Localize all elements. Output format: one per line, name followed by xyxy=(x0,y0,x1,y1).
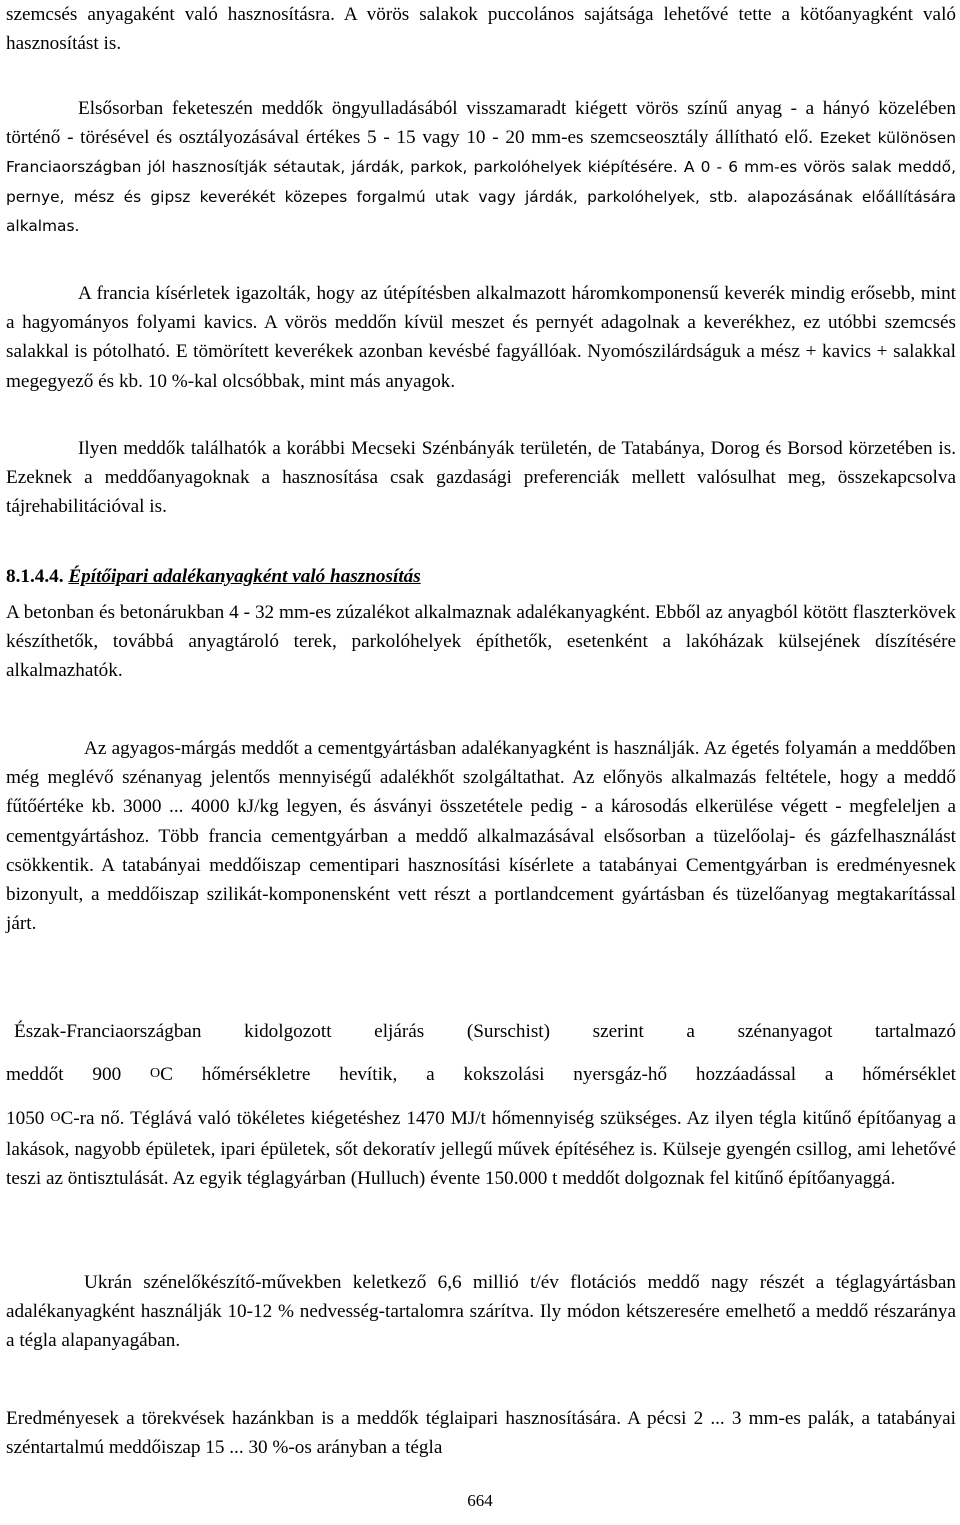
paragraph-9: Eredményesek a törekvések hazánkban is a meddők téglaipari hasznosítására. A pécsi 2 ... 3 mm-es palák, a tatabányai széntartalmú meddőiszap 15 ... 30 %-os arányban a tégla xyxy=(6,1408,956,1459)
paragraph-7-rest-text: C-ra nő. Téglává való tökéletes kiégetéshez 1470 MJ/t hőmennyiség szükséges. Az ilyen tégla kitűnő építőanyag a lakások, nagyobb épületek, ipari épületek, sőt dekoratív jellegű művek építéséhez is. Külseje gyengén csillog, ami lehetővé teszi az öntisztulását. Az egyik téglagyárban (Hulluch) évente 150.000 t meddőt dolgoznak fel kitűnő építőanyaggá. xyxy=(6,1108,956,1190)
temperature-900: meddőt 900 xyxy=(6,1064,150,1085)
degree-symbol: O xyxy=(149,1066,161,1081)
paragraph-2-sans: Ezeket különösen Franciaországban jól hasznosítják sétautak, járdák, parkok, parkolóhelyek kiépítésére. A 0 - 6 mm-es vörös salak meddő, pernye, mész és gipsz keverékét közepes forgalmú utak vagy járdák, parkolóhelyek, stb. alapozásának előállítására alkalmas. xyxy=(6,129,956,235)
paragraph-6: Az agyagos-márgás meddőt a cementgyártásban adalékanyagként is használják. Az égetés folyamán a meddőben még meglévő szénanyag jelentős mennyiségű adalékhőt szolgáltathat. Az előnyös alkalmazás feltétele, hogy a meddő fűtőértéke kb. 3000 ... 4000 kJ/kg legyen, és ásványi összetétele pedig - a károsodás elkerülése végett - megfeleljen a cementgyártáshoz. Több francia cementgyárban a meddő alkalmazásával elsősorban a tüzelőolaj- és gázfelhasználást csökkentik. A tatabányai meddőiszap cementipari hasznosítási kísérlete a tatabányai Cementgyárban is eredményesnek bizonyult, a meddőiszap szilikát-komponensként vett részt a portlandcement gyártásban és tüzelőanyag megtakarítással járt. xyxy=(6,738,956,935)
section-title: Építőipari adalékanyagként való hasznosítás xyxy=(68,566,421,587)
temperature-1050: 1050 xyxy=(6,1108,51,1129)
paragraph-3: A francia kísérletek igazolták, hogy az útépítésben alkalmazott háromkomponensű keverék mindig erősebb, mint a hagyományos folyami kavics. A vörös meddőn kívül meszet és pernyét adagolnak a keverékhez, ez utóbbi szemcsés salakkal is pótolható. E tömörített keverékek azonban kevésbé fagyállóak. Nyomószilárdságuk a mész + kavics + salakkal megegyező és kb. 10 %-kal olcsóbbak, mint más anyagok. xyxy=(6,283,956,392)
paragraph-7-line-1: Észak-Franciaországban kidolgozott eljárás (Surschist) szerint a szénanyagot tartalmazó xyxy=(14,1021,956,1042)
section-heading xyxy=(6,562,956,591)
paragraph-7-line-2 xyxy=(6,1060,956,1091)
page-number: 664 xyxy=(467,1491,493,1510)
paragraph-7-rest xyxy=(6,1104,956,1194)
degree-symbol-2: O xyxy=(50,1110,61,1125)
paragraph-1: szemcsés anyagaként való hasznosításra. A vörös salakok puccolános sajátsága lehetővé tette a kötőanyagként való hasznosítást is. xyxy=(6,4,956,55)
section-number: 8.1.4.4. xyxy=(6,566,64,587)
paragraph-5: A betonban és betonárukban 4 - 32 mm-es zúzalékot alkalmaznak adalékanyagként. Ebből az anyagból kötött flaszterkövek készíthetők, továbbá anyagtároló terek, parkolóhelyek építhetők, esetenként a lakóházak külsejének díszítésére alkalmazhatók. xyxy=(6,602,956,682)
paragraph-2-serif: Elsősorban feketeszén meddők öngyulladásából visszamaradt kiégett vörös színű anyag - a hányó közelében történő - törésével és osztályozásával értékes 5 - 15 vagy 10 - 20 mm-es szemcseosztály állítható elő. xyxy=(6,98,956,149)
paragraph-2 xyxy=(6,94,956,241)
paragraph-7-line-2-text: C hőmérsékletre hevítik, a kokszolási nyersgáz-hő hozzáadással a hőmérséklet xyxy=(160,1064,956,1085)
paragraph-4: Ilyen meddők találhatók a korábbi Mecseki Szénbányák területén, de Tatabánya, Dorog és Borsod körzetében is. Ezeknek a meddőanyagoknak a hasznosítása csak gazdasági preferenciák mellett valósulhat meg, összekapcsolva tájrehabilitációval is. xyxy=(6,438,956,518)
paragraph-8: Ukrán szénelőkészítő-művekben keletkező 6,6 millió t/év flotációs meddő nagy részét a téglagyártásban adalékanyagként használják 10-12 % nedvesség-tartalomra szárítva. Ily módon kétszeresére emelhető a meddő részaránya a tégla alapanyagában. xyxy=(6,1272,956,1352)
